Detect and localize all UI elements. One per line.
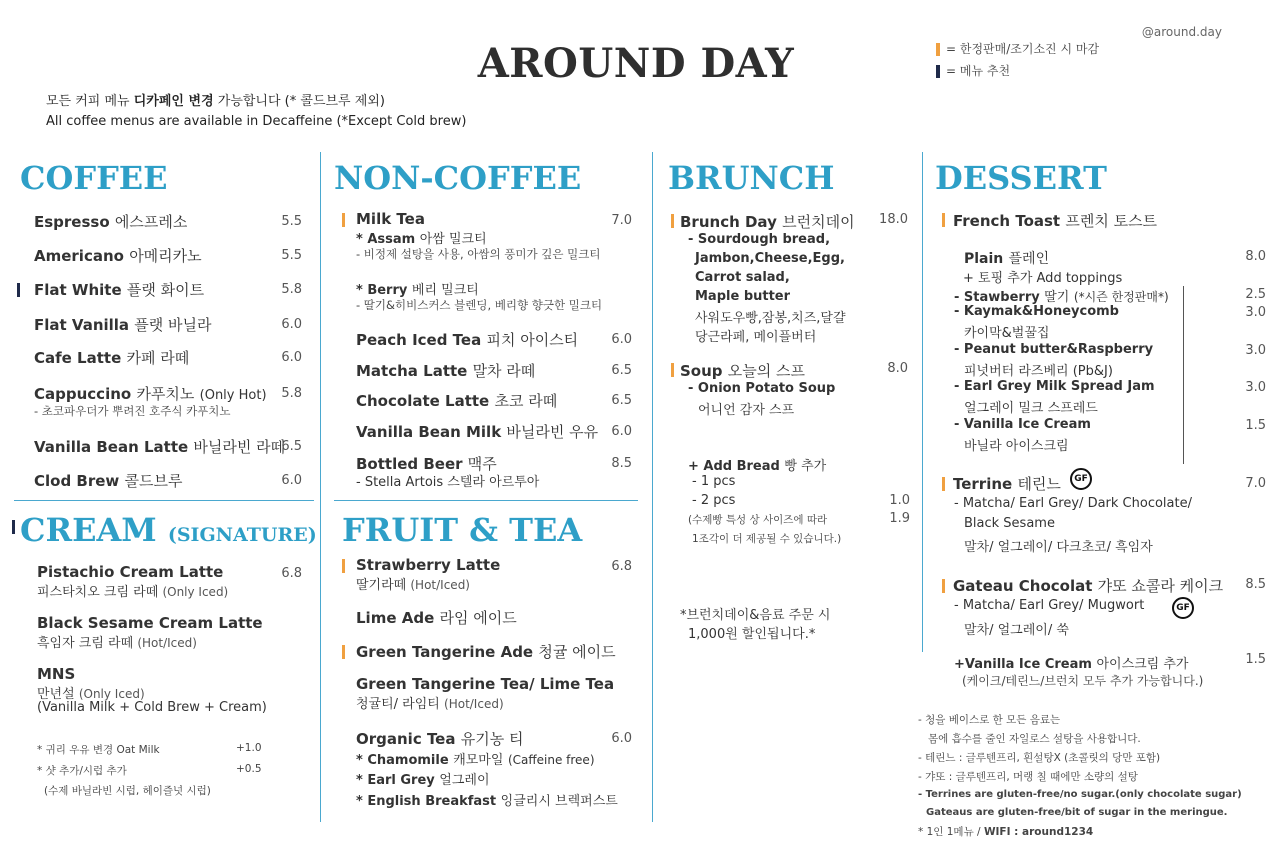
discount-note: 1,000원 할인됩니다.* — [688, 627, 816, 642]
topping-item: - Kaymak&Honeycomb — [954, 304, 1119, 319]
topping-korean: 카이막&벌꿀집 — [964, 326, 1050, 341]
price: 6.0 — [281, 317, 302, 332]
menu-item: Cafe Latte 카페 라떼 — [34, 349, 190, 367]
menu-item: Flat White 플랫 화이트 — [34, 281, 205, 299]
item-description: - 초코파우더가 뿌려진 호주식 카푸치노 — [34, 404, 231, 418]
toppings-bracket — [1183, 286, 1184, 464]
topping-item: - Peanut butter&Raspberry — [954, 342, 1154, 357]
brunch-heading: BRUNCH — [668, 159, 835, 197]
price: 7.0 — [1245, 476, 1266, 491]
menu-item: Vanilla Bean Milk 바닐라빈 우유 — [356, 423, 599, 441]
dessert-heading: DESSERT — [935, 159, 1107, 197]
bread-note: (수제빵 특성 상 사이즈에 따라 — [688, 514, 828, 526]
extra-option: * 샷 추가/시럽 추가 — [37, 765, 127, 777]
price: 5.5 — [281, 248, 302, 263]
item-description: - Matcha/ Earl Grey/ Dark Chocolate/ — [954, 496, 1192, 511]
item-description: - Stella Artois 스텔라 아르투아 — [356, 475, 540, 490]
legend-recommend: = 메뉴 추천 — [936, 62, 1010, 79]
item-description: 사워도우빵,잠봉,치즈,달걀 — [695, 311, 846, 326]
price: 3.0 — [1245, 305, 1266, 320]
price: 6.0 — [611, 424, 632, 439]
footnote: - 갸또 : 글루텐프리, 머랭 칠 때에만 소량의 설탕 — [918, 771, 1138, 783]
item-description: - 딸기&히비스커스 블렌딩, 베리향 향긋한 밀크티 — [356, 298, 603, 312]
cafe-title: AROUND DAY — [477, 40, 795, 87]
extra-price: +1.0 — [236, 742, 262, 754]
non-coffee-heading: NON-COFFEE — [334, 159, 582, 197]
price: 7.0 — [611, 213, 632, 228]
price: 8.0 — [1245, 249, 1266, 264]
menu-item: Matcha Latte 말차 라떼 — [356, 362, 536, 380]
orange-marker-icon — [936, 43, 940, 56]
sub-item: * English Breakfast 잉글리시 브렉퍼스트 — [356, 794, 618, 809]
bread-option: - 2 pcs — [692, 493, 736, 508]
price: 6.5 — [611, 363, 632, 378]
price: 6.0 — [611, 332, 632, 347]
menu-item: Lime Ade 라임 에이드 — [356, 609, 517, 627]
menu-item: Black Sesame Cream Latte — [37, 614, 263, 632]
price: 3.0 — [1245, 343, 1266, 358]
add-ice-cream: +Vanilla Ice Cream 아이스크림 추가 — [954, 657, 1189, 672]
decaf-note-ko: 모든 커피 메뉴 디카페인 변경 가능합니다 (* 콜드브루 제외) — [46, 94, 385, 109]
discount-note: *브런치데이&음료 주문 시 — [680, 608, 831, 623]
item-description: (Vanilla Milk + Cold Brew + Cream) — [37, 700, 267, 715]
item-description: 말차/ 얼그레이/ 쑥 — [964, 623, 1069, 638]
menu-item: Terrine 테린느 — [953, 475, 1061, 493]
sub-item: * Assam 아쌈 밀크티 — [356, 232, 487, 247]
bread-note: 1조각이 더 제공될 수 있습니다.) — [692, 533, 842, 545]
item-description: Black Sesame — [964, 516, 1055, 531]
limited-marker — [942, 579, 945, 593]
topping-korean: 바닐라 아이스크림 — [964, 439, 1069, 454]
item-description: 당근라페, 메이플버터 — [695, 330, 817, 345]
limited-marker — [942, 213, 945, 227]
decaf-note-en: All coffee menus are available in Decaffeine (*Except Cold brew) — [46, 114, 467, 129]
menu-item: Espresso 에스프레소 — [34, 213, 188, 231]
price: 5.5 — [281, 214, 302, 229]
menu-item: Vanilla Bean Latte 바닐라빈 라떼 — [34, 438, 286, 456]
price: 1.5 — [1245, 652, 1266, 667]
legend-limited: = 한정판매/조기소진 시 마감 — [936, 40, 1099, 57]
price: 6.5 — [281, 439, 302, 454]
item-description: 말차/ 얼그레이/ 다크초코/ 흑임자 — [964, 540, 1153, 555]
navy-marker-icon — [936, 65, 940, 78]
limited-marker — [342, 559, 345, 573]
wifi-info: * 1인 1메뉴 / WIFI : around1234 — [918, 826, 1094, 838]
limited-marker — [342, 213, 345, 227]
menu-item: Organic Tea 유기농 티 — [356, 730, 524, 748]
menu-item: French Toast 프렌치 토스트 — [953, 212, 1158, 230]
gluten-free-badge: GF — [1172, 597, 1194, 619]
price: 6.0 — [281, 350, 302, 365]
menu-item: Green Tangerine Ade 청귤 에이드 — [356, 643, 616, 661]
footnote: 몸에 흡수를 줄인 자일로스 설탕을 사용합니다. — [928, 733, 1141, 745]
limited-marker — [671, 363, 674, 377]
limited-marker — [671, 214, 674, 228]
instagram-handle: @around.day — [1141, 25, 1222, 39]
extra-price: +0.5 — [236, 763, 262, 775]
item-korean: 청귤티/ 라임티 (Hot/Iced) — [356, 697, 504, 712]
extra-note: (수제 바닐라빈 시럽, 헤이즐넛 시럽) — [44, 785, 211, 797]
menu-item: Flat Vanilla 플랫 바닐라 — [34, 316, 212, 334]
footnote: - 청을 베이스로 한 모든 음료는 — [918, 714, 1061, 726]
menu-item: Soup 오늘의 스프 — [680, 362, 805, 380]
section-divider — [14, 500, 314, 501]
price: 5.8 — [281, 282, 302, 297]
price: 1.5 — [1245, 418, 1266, 433]
item-korean: 흑임자 크림 라떼 (Hot/Iced) — [37, 636, 197, 651]
topping-item: - Stawberry 딸기 (*시즌 한정판매*) — [954, 290, 1169, 305]
item-description: 어니언 감자 스프 — [698, 403, 795, 418]
menu-item: Milk Tea — [356, 210, 425, 228]
price: 8.0 — [887, 361, 908, 376]
item-description: - Sourdough bread, — [688, 232, 831, 247]
item-description: - Matcha/ Earl Grey/ Mugwort — [954, 598, 1145, 613]
price: 6.0 — [281, 473, 302, 488]
item-description: - Onion Potato Soup — [688, 381, 836, 396]
menu-item: Peach Iced Tea 피치 아이스티 — [356, 331, 579, 349]
menu-item: Pistachio Cream Latte — [37, 563, 224, 581]
column-divider — [922, 152, 923, 652]
price: 2.5 — [1245, 287, 1266, 302]
menu-item: Americano 아메리카노 — [34, 247, 202, 265]
limited-marker — [342, 645, 345, 659]
topping-item: - Earl Grey Milk Spread Jam — [954, 379, 1155, 394]
menu-item: Clod Brew 콜드브루 — [34, 472, 183, 490]
item-description: Maple butter — [695, 289, 791, 304]
sub-item: * Earl Grey 얼그레이 — [356, 773, 490, 788]
price: 8.5 — [611, 456, 632, 471]
fruit-tea-heading: FRUIT & TEA — [342, 511, 583, 549]
price: 6.8 — [611, 559, 632, 574]
column-divider — [320, 152, 321, 822]
item-description: Jambon,Cheese,Egg, — [695, 251, 845, 266]
recommend-marker — [12, 520, 15, 534]
menu-item: MNS — [37, 665, 76, 683]
menu-item: Chocolate Latte 초코 라떼 — [356, 392, 558, 410]
coffee-heading: COFFEE — [20, 159, 168, 197]
add-bread: + Add Bread 빵 추가 — [688, 459, 827, 474]
recommend-marker — [17, 283, 20, 297]
topping-korean: 얼그레이 밀크 스프레드 — [964, 401, 1098, 416]
ice-cream-note: (케이크/테린느/브런치 모두 추가 가능합니다.) — [962, 674, 1204, 688]
menu-item: Strawberry Latte — [356, 556, 501, 574]
cream-heading: CREAM (SIGNATURE) — [20, 511, 317, 549]
menu-item: Brunch Day 브런치데이 — [680, 213, 855, 231]
topping-korean: 피넛버터 라즈베리 (Pb&J) — [964, 364, 1113, 379]
price: 3.0 — [1245, 380, 1266, 395]
menu-item: Gateau Chocolat 갸또 쇼콜라 케이크 — [953, 577, 1224, 595]
topping-item: - Vanilla Ice Cream — [954, 417, 1091, 432]
column-divider — [652, 152, 653, 822]
price: 5.8 — [281, 386, 302, 401]
footnote: - 테린느 : 글루텐프리, 흰설탕X (초콜릿의 당만 포함) — [918, 752, 1161, 764]
section-divider — [334, 500, 638, 501]
sub-item: * Berry 베리 밀크티 — [356, 283, 479, 298]
item-description: - 비정제 설탕을 사용, 아쌈의 풍미가 깊은 밀크티 — [356, 247, 601, 261]
item-korean: 만년설 (Only Iced) — [37, 687, 145, 702]
toppings-label: + 토핑 추가 Add toppings — [963, 271, 1123, 286]
footnote: Gateaus are gluten-free/bit of sugar in the meringue. — [926, 807, 1228, 818]
price: 8.5 — [1245, 577, 1266, 592]
item-korean: 피스타치오 크림 라떼 (Only Iced) — [37, 585, 229, 600]
price: 6.8 — [281, 566, 302, 581]
price: 18.0 — [879, 212, 908, 227]
extra-option: * 귀리 우유 변경 Oat Milk — [37, 744, 160, 756]
footnote: - Terrines are gluten-free/no sugar.(only chocolate sugar) — [918, 789, 1242, 800]
price: 1.9 — [889, 511, 910, 526]
item-description: Carrot salad, — [695, 270, 790, 285]
price: 6.0 — [611, 731, 632, 746]
price: 1.0 — [889, 493, 910, 508]
item-korean: 딸기라떼 (Hot/Iced) — [356, 578, 470, 593]
menu-item: Bottled Beer 맥주 — [356, 455, 497, 473]
menu-item: Cappuccino 카푸치노 (Only Hot) — [34, 385, 267, 403]
price: 6.5 — [611, 393, 632, 408]
limited-marker — [942, 477, 945, 491]
bread-option: - 1 pcs — [692, 474, 736, 489]
menu-item: Plain 플레인 — [964, 251, 1050, 267]
menu-item: Green Tangerine Tea/ Lime Tea — [356, 675, 615, 693]
gluten-free-badge: GF — [1070, 468, 1092, 490]
sub-item: * Chamomile 캐모마일 (Caffeine free) — [356, 753, 595, 768]
